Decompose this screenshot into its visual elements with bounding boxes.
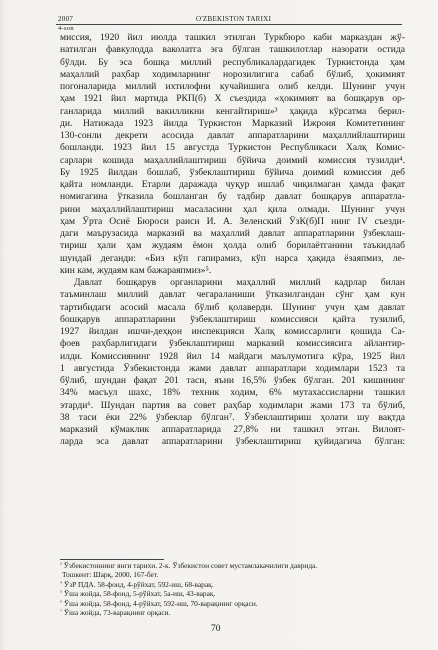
body-line: Давлат бошқарув органларини маҳаллий миллий кадрлар билан bbox=[74, 277, 405, 288]
footnote bbox=[60, 608, 405, 617]
body-line: ларда эса давлат аппаратларини ўзбеклаштириш қуйидагича бўлган: bbox=[60, 436, 405, 448]
footnote-number: ⁵ bbox=[60, 590, 62, 597]
page-number: 70 bbox=[211, 624, 221, 634]
body-line: Бу 1925 йилдан бошлаб, ўзбеклаштириш бўйича доимий комиссия деб bbox=[60, 166, 405, 178]
footnote-number: ⁶ bbox=[60, 599, 62, 606]
body-line: маҳаллий раҳбар ходимларнинг норозилигига сабаб бўлиб, ҳокимият bbox=[60, 68, 405, 80]
footnote bbox=[60, 570, 405, 579]
footnote-number: ⁷ bbox=[60, 609, 62, 616]
body-line: қайта номланди. Етарли даражада чуқур ишлаб чиқилмаган ҳамда фақат bbox=[60, 179, 405, 190]
body-line: кин кам, жудаям кам бажараяпмиз»⁵. bbox=[60, 264, 212, 276]
footnote bbox=[60, 580, 405, 589]
body-line: даги маърузасида марказий ва маҳаллий давлат аппаратларини ўзбеклаш- bbox=[60, 228, 405, 239]
body-line: фоев раҳбарлигидаги ўзбеклаштириш марказий комиссиясига айлантир- bbox=[60, 338, 405, 350]
body-line: сарлари кошида маҳаллийлаштириш бўйича доимий комиссия тузилди⁴. bbox=[60, 154, 405, 166]
body-line: этарди⁶. Шундан партия ва совет раҳбар ходимлари жами 173 та бўлиб, bbox=[60, 399, 405, 411]
body-text bbox=[60, 32, 405, 449]
header-issue: 4-son bbox=[58, 25, 74, 32]
footnotes bbox=[60, 561, 405, 617]
body-line: шундай деганди: «Биз кўп гапирамиз, кўп нарса ҳақида ёзаяпмиз, ле- bbox=[60, 252, 405, 264]
body-line: бошланди. 1923 йил 15 августда Туркистон Республикаси Халқ Комис- bbox=[60, 142, 405, 154]
footnote bbox=[60, 599, 405, 608]
body-line: бўлди. Бу эса бошқа миллий республикалардагидек Туркистонда ҳам bbox=[60, 56, 405, 68]
body-line: ди. Натижада 1923 йилда Туркистон Марказий Ижроия Комитетининг bbox=[60, 117, 405, 129]
body-line: илди. Комиссиянинг 1928 йил 14 майдаги маълумотига кўра, 1925 йил bbox=[60, 350, 405, 362]
body-line: 130-сонли декрети асосида давлат аппаратларини маҳаллийлаштириш bbox=[60, 130, 405, 141]
body-line: рини маҳаллийлаштириш масаласини ҳал қила олмади. Шунинг учун bbox=[60, 203, 405, 215]
running-header bbox=[56, 8, 402, 30]
body-line: 38 таси ёки 22% ўзбеклар бўлган⁷. Ўзбеклаштириш ҳолати шу вақтда bbox=[60, 411, 405, 423]
footnote-text: Ўша жойда, 58-фонд, 5-рўйхат, 5а-иш, 43-варақ. bbox=[63, 589, 216, 599]
body-line: миссия, 1920 йил июлда ташкил этилган Туркбюро каби марказдан жў- bbox=[60, 32, 405, 43]
body-line: бошқарув аппаратларини ўзбеклаштириш комиссияси қайта тузилиб, bbox=[60, 313, 405, 325]
body-line: 1 августида Ўзбекистонда жами давлат аппаратлари ходимлари 1523 та bbox=[60, 362, 405, 374]
footnote bbox=[60, 561, 405, 570]
body-line: 1927 йилдан ишчи-деҳқон инспекцияси Халқ комиссарлиги қошида Са- bbox=[60, 326, 405, 337]
body-line: ганларида миллий вакилликни кенгайтириш»³ ҳақида кўрсатма берил- bbox=[60, 105, 405, 117]
footnote-text: ЎзР ПДА. 58-фонд, 4-рўйхат, 592-иш, 68-варақ. bbox=[63, 579, 214, 589]
footnote-text: Ўша жойда, 58-фонд, 4-рўйхат, 592-иш, 70-варақнинг орқаси. bbox=[63, 598, 258, 608]
header-year: 2007 bbox=[58, 15, 74, 23]
header-rule bbox=[56, 24, 402, 25]
footnote-rule bbox=[60, 559, 164, 560]
body-line: тириш ҳали ҳам жудаям ёмон ҳолда олиб борилаётганини таъкидлаб bbox=[60, 240, 405, 252]
body-line: тартибидаги асосий масала бўлиб қолаверди. Шунинг учун ҳам давлат bbox=[60, 301, 405, 313]
footnote bbox=[60, 589, 405, 598]
body-line: таъминлаш миллий давлат чегараланиши ўтказилгандан сўнг ҳам кун bbox=[60, 289, 405, 301]
body-line: бўлиб, шундан фақат 201 таси, яъни 16,5% ўзбек бўлган. 201 кишининг bbox=[60, 375, 405, 386]
header-journal-title: O'ZBEKISTON TARIXI bbox=[196, 15, 272, 23]
body-line: погоналарида миллий ихтилофни кучайишига олиб келди. Шунинг учун bbox=[60, 81, 405, 92]
body-line: номигагина ўтказила бошланган бу тадбир давлат бошқарув аппаратла- bbox=[60, 191, 405, 203]
footnote-text: Тошкент: Шарқ, 2000, 167-бет. bbox=[62, 570, 159, 580]
body-line: ҳам Ўрта Осиё Бюроси раиси И. А. Зеленский ЎзК(б)П нинг IV съезди- bbox=[60, 215, 405, 227]
body-line: 34% масъул шахс, 18% техник ходим, 6% мутахассисларни ташкил bbox=[60, 387, 405, 399]
footnote-text: Ўша жойда, 73-варақнинг орқаси. bbox=[63, 608, 171, 618]
body-line: марказий кўмаклик аппаратларида 27,8% ни ташкил этган. Вилоят- bbox=[60, 424, 405, 435]
footnote-number: ³ bbox=[60, 562, 62, 568]
body-line: натилган фавкулодда ваколатга эга бўлган ташкилотлар назорати остида bbox=[60, 44, 405, 56]
footnote-text: Ўзбекистоннинг янги тарихи. 2-к. Ўзбекистон совет мустамлакачилиги даврида. bbox=[63, 561, 318, 570]
body-line: ҳам 1921 йил мартида РКП(б) X съездида «ҳокимият ва бошқарув ор- bbox=[60, 93, 405, 105]
footnote-number: ⁴ bbox=[60, 580, 62, 587]
